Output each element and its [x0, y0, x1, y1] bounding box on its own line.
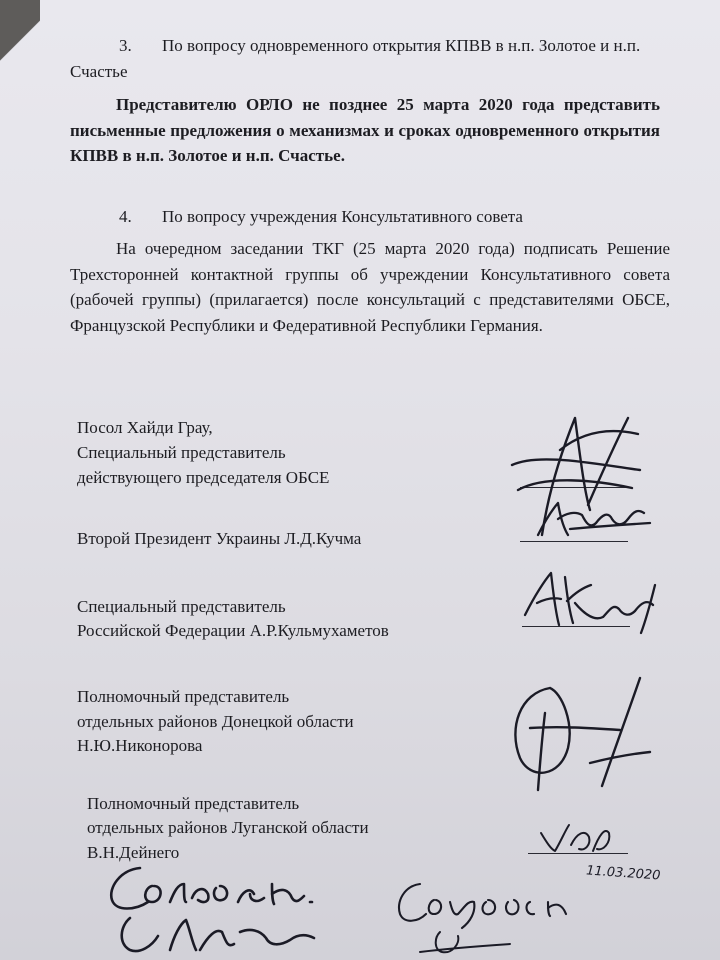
signatory-5-line: В.Н.Дейнего [87, 843, 180, 862]
signatory-4-line: отдельных районов Донецкой области [77, 712, 354, 731]
section-4-number: 4. [119, 207, 132, 226]
signatory-4-line: Н.Ю.Никонорова [77, 736, 203, 755]
signatory-2-line: Второй Президент Украины Л.Д.Кучма [77, 529, 362, 548]
section-3-body-line: письменные предложения о механизмах и сроках одновременного открытия [70, 120, 660, 140]
section-4-heading: По вопросу учреждения Консультативного совета [162, 207, 523, 226]
section-4-body-line: Французской Республики и Федеративной Республики Германия. [70, 315, 543, 335]
section-4-body-line: На очередном заседании ТКГ (25 марта 2020 года) подписать Решение [116, 239, 670, 258]
signatory-3-line: Специальный представитель [77, 597, 286, 616]
signatory-1-line: Специальный представитель [77, 443, 286, 462]
section-3-heading-line-2: Счастье [70, 62, 128, 81]
signature-deynego-image [535, 815, 615, 860]
signatory-5-line: Полномочный представитель [87, 794, 300, 813]
section-3-number: 3. [119, 36, 132, 55]
section-3-body-line: КПВВ в н.п. Золотое и н.п. Счастье. [70, 146, 345, 165]
signatory-3-line: Российской Федерации А.Р.Кульмухаметов [77, 621, 389, 640]
section-4-body [70, 236, 670, 338]
section-4-body-line: (рабочей группы) (прилагается) после консультаций с представителями ОБСЕ, [70, 290, 670, 309]
section-3-body-line: Представителю ОРЛО не позднее 25 марта 2020 года представить [116, 95, 660, 114]
section-3-body [70, 92, 660, 169]
signature-nikonorova-image [490, 668, 670, 798]
section-3-heading-line-1: По вопросу одновременного открытия КПВВ в н.п. Золотое и н.п. [162, 36, 641, 55]
signature-kulmukhametov-image [515, 565, 675, 645]
handwritten-note-soglasen-1 [100, 858, 330, 960]
signatory-1-line: действующего председателя ОБСЕ [77, 468, 330, 487]
page-fold-shadow [0, 0, 40, 80]
signatory-4-line: Полномочный представитель [77, 687, 290, 706]
signatory-1-line: Посол Хайди Грау, [77, 418, 213, 437]
signatory-5-line: отдельных районов Луганской области [87, 818, 369, 837]
handwritten-note-soglasen-2 [390, 872, 590, 960]
handwritten-date: 11.03.2020 [585, 863, 661, 884]
section-4-body-line: Трехсторонней контактной группы об учреждении Консультативного совета [70, 264, 670, 284]
signature-kuchma-image [530, 485, 660, 545]
